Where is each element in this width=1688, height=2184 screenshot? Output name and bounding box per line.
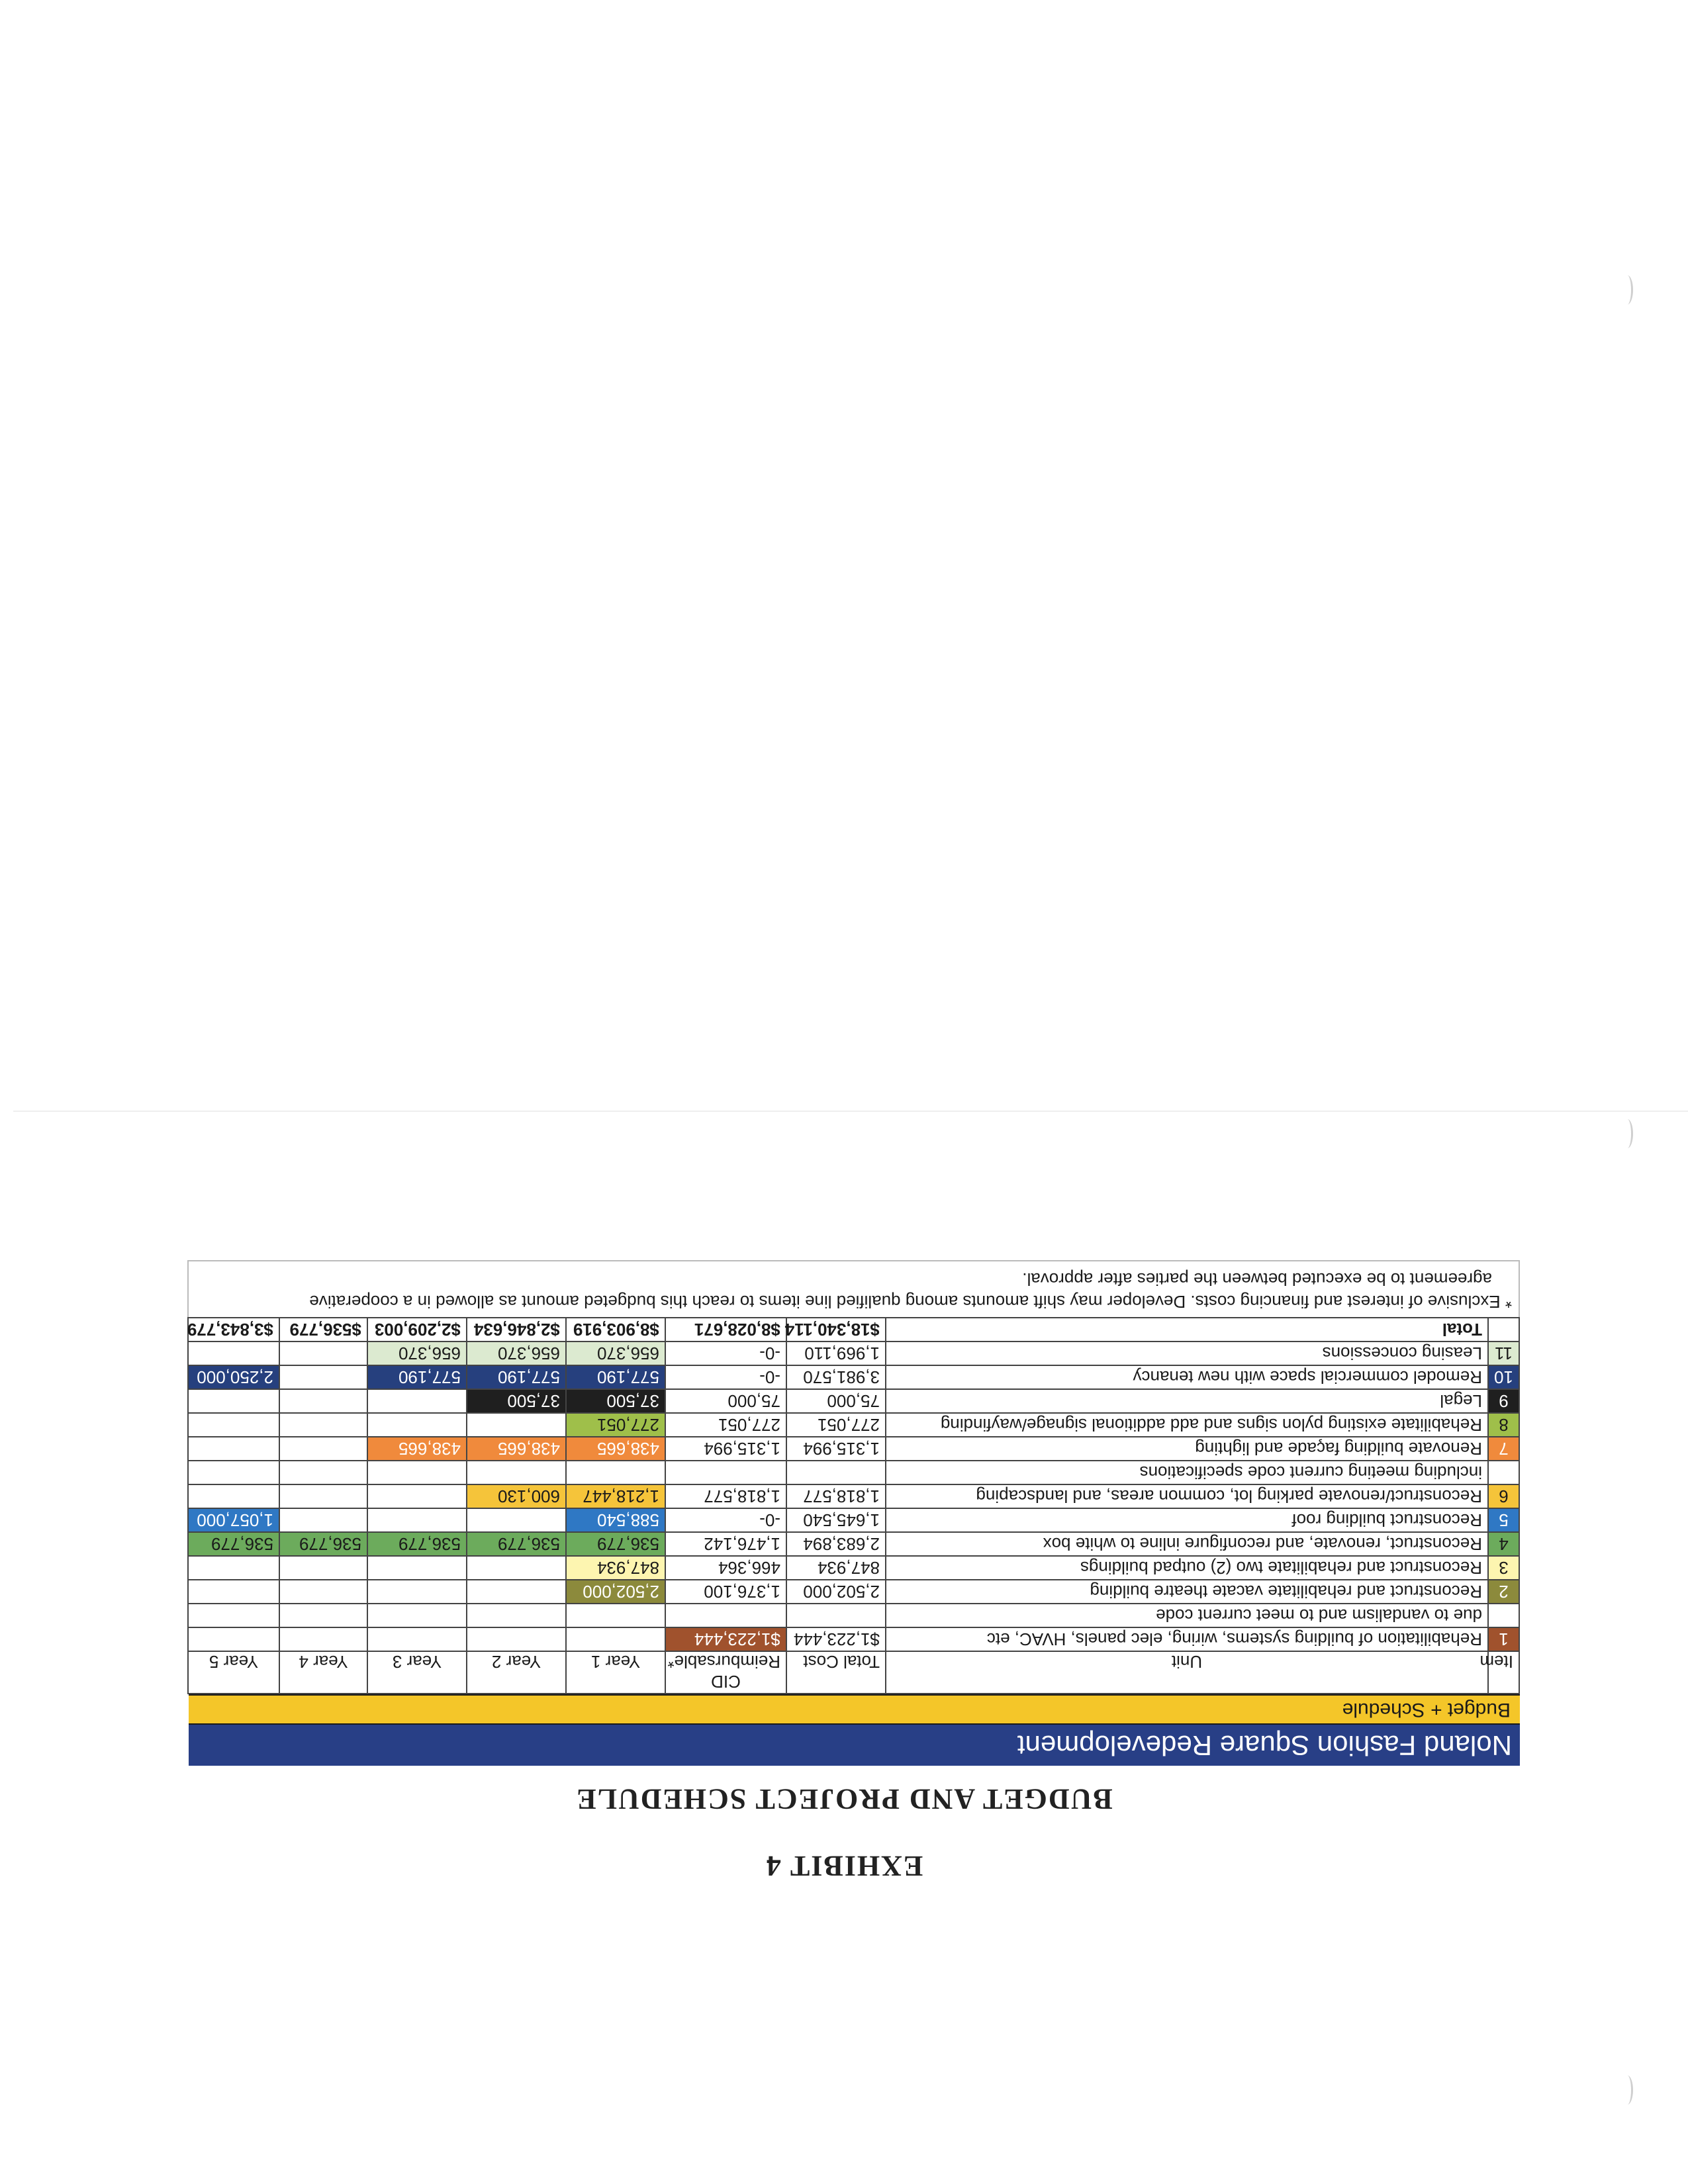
total-cid: $8,028,671 bbox=[665, 1318, 786, 1342]
row-item-number: 2 bbox=[1488, 1580, 1519, 1604]
row-year2: 37,500 bbox=[467, 1389, 566, 1413]
table-header-row bbox=[188, 1651, 1519, 1694]
row-year4 bbox=[279, 1580, 367, 1604]
exhibit-subtitle: BUDGET AND PROJECT SCHEDULE bbox=[575, 1783, 1113, 1815]
total-year1: $8,903,919 bbox=[566, 1318, 665, 1342]
row-cid-reimbursable: 1,315,994 bbox=[665, 1437, 786, 1461]
table-row bbox=[188, 1532, 1519, 1556]
row-year2: 656,370 bbox=[467, 1342, 566, 1365]
row-unit: Rehabilitate existing pylon signs and add additional signage/wayfinding bbox=[886, 1413, 1488, 1437]
row-year5 bbox=[188, 1556, 279, 1580]
row-year3: 536,779 bbox=[367, 1532, 467, 1556]
row-year4 bbox=[279, 1437, 367, 1461]
row-total-cost: 2,502,000 bbox=[786, 1580, 886, 1604]
row-year3: 656,370 bbox=[367, 1342, 467, 1365]
row-cid-reimbursable: 75,000 bbox=[665, 1389, 786, 1413]
row-year2: 577,190 bbox=[467, 1365, 566, 1389]
row-total-cost bbox=[786, 1604, 886, 1627]
row-item-number: 11 bbox=[1488, 1342, 1519, 1365]
table-row bbox=[188, 1437, 1519, 1461]
row-year4 bbox=[279, 1604, 367, 1627]
row-year5 bbox=[188, 1413, 279, 1437]
row-year5 bbox=[188, 1342, 279, 1365]
row-item-number: 10 bbox=[1488, 1365, 1519, 1389]
row-total-cost: 847,934 bbox=[786, 1556, 886, 1580]
row-year5 bbox=[188, 1389, 279, 1413]
row-total-cost bbox=[786, 1461, 886, 1484]
row-cid-reimbursable: 466,364 bbox=[665, 1556, 786, 1580]
header-year4: Year 4 bbox=[279, 1651, 367, 1694]
row-unit: Rehabilitation of building systems, wiring, elec panels, HVAC, etc bbox=[886, 1627, 1488, 1651]
scan-mark bbox=[1622, 2075, 1633, 2105]
row-year1: 2,502,000 bbox=[566, 1580, 665, 1604]
row-year3 bbox=[367, 1604, 467, 1627]
row-unit: Reconstruct and rehabilitate vacate theatre building bbox=[886, 1580, 1488, 1604]
row-year3 bbox=[367, 1627, 467, 1651]
row-total-cost: 277,051 bbox=[786, 1413, 886, 1437]
row-item-number bbox=[1488, 1604, 1519, 1627]
table-row bbox=[188, 1604, 1519, 1627]
row-year1: 438,665 bbox=[566, 1437, 665, 1461]
row-year1: 1,218,447 bbox=[566, 1484, 665, 1508]
subbar-title: Budget + Schedule bbox=[189, 1694, 1520, 1725]
row-year4 bbox=[279, 1389, 367, 1413]
row-year3 bbox=[367, 1484, 467, 1508]
row-total-cost: 1,818,577 bbox=[786, 1484, 886, 1508]
row-year3 bbox=[367, 1413, 467, 1437]
header-cid-top: CID bbox=[711, 1672, 741, 1692]
footnote-line-2: agreement to be executed between the parties after approval. bbox=[1022, 1269, 1492, 1289]
header-year1: Year 1 bbox=[566, 1651, 665, 1694]
row-cid-reimbursable: 1,818,577 bbox=[665, 1484, 786, 1508]
row-total-cost: 75,000 bbox=[786, 1389, 886, 1413]
row-year2: 600,130 bbox=[467, 1484, 566, 1508]
table-row bbox=[188, 1365, 1519, 1389]
table-row bbox=[188, 1580, 1519, 1604]
row-year2: 438,665 bbox=[467, 1437, 566, 1461]
row-year5 bbox=[188, 1437, 279, 1461]
table-total-row bbox=[188, 1318, 1519, 1342]
row-year3 bbox=[367, 1389, 467, 1413]
table-row bbox=[188, 1413, 1519, 1437]
total-cost-total: $18,340,114 bbox=[786, 1318, 886, 1342]
row-unit: Remodel commercial space with new tenancy bbox=[886, 1365, 1488, 1389]
total-item-cell bbox=[1488, 1318, 1519, 1342]
row-unit: Reconstruct/renovate parking lot, common areas, and landscaping bbox=[886, 1484, 1488, 1508]
row-year4 bbox=[279, 1627, 367, 1651]
row-cid-reimbursable: $1,223,444 bbox=[665, 1627, 786, 1651]
row-year5 bbox=[188, 1484, 279, 1508]
header-cid-bottom: Reimbursable* bbox=[667, 1652, 780, 1672]
row-year1: 37,500 bbox=[566, 1389, 665, 1413]
total-year4: $536,779 bbox=[279, 1318, 367, 1342]
row-unit: Reconstruct and rehabilitate two (2) outpad buildings bbox=[886, 1556, 1488, 1580]
row-year3: 438,665 bbox=[367, 1437, 467, 1461]
row-cid-reimbursable bbox=[665, 1461, 786, 1484]
row-total-cost: 1,315,994 bbox=[786, 1437, 886, 1461]
row-year1: 536,779 bbox=[566, 1532, 665, 1556]
row-item-number: 4 bbox=[1488, 1532, 1519, 1556]
row-year5: 536,779 bbox=[188, 1532, 279, 1556]
row-year4 bbox=[279, 1461, 367, 1484]
exhibit-title: EXHIBIT 4 bbox=[765, 1850, 923, 1882]
row-year4 bbox=[279, 1508, 367, 1532]
total-year2: $2,846,634 bbox=[467, 1318, 566, 1342]
row-year2 bbox=[467, 1604, 566, 1627]
row-unit: Legal bbox=[886, 1389, 1488, 1413]
table-row bbox=[188, 1342, 1519, 1365]
row-year5 bbox=[188, 1627, 279, 1651]
row-year4 bbox=[279, 1484, 367, 1508]
row-year2 bbox=[467, 1508, 566, 1532]
row-year3: 577,190 bbox=[367, 1365, 467, 1389]
row-year2 bbox=[467, 1627, 566, 1651]
row-year1 bbox=[566, 1604, 665, 1627]
budget-schedule-document bbox=[189, 1260, 1520, 1766]
row-unit: Leasing concessions bbox=[886, 1342, 1488, 1365]
table-row bbox=[188, 1461, 1519, 1484]
row-cid-reimbursable: 1,376,100 bbox=[665, 1580, 786, 1604]
row-year1: 277,051 bbox=[566, 1413, 665, 1437]
row-year2 bbox=[467, 1413, 566, 1437]
header-total-cost: Total Cost bbox=[786, 1651, 886, 1694]
header-cid-reimbursable bbox=[665, 1651, 786, 1694]
banner-title: Noland Fashion Square Redevelopment bbox=[189, 1725, 1520, 1766]
row-item-number: 5 bbox=[1488, 1508, 1519, 1532]
header-year5: Year 5 bbox=[188, 1651, 279, 1694]
header-item: Item bbox=[1488, 1651, 1519, 1694]
header-year3: Year 3 bbox=[367, 1651, 467, 1694]
row-year4 bbox=[279, 1342, 367, 1365]
row-year3 bbox=[367, 1580, 467, 1604]
row-year2: 536,779 bbox=[467, 1532, 566, 1556]
table-body bbox=[188, 1342, 1519, 1651]
row-year2 bbox=[467, 1580, 566, 1604]
scan-mark bbox=[1622, 1119, 1633, 1148]
header-year2: Year 2 bbox=[467, 1651, 566, 1694]
row-year1: 656,370 bbox=[566, 1342, 665, 1365]
total-year5: $3,843,779 bbox=[188, 1318, 279, 1342]
table-row bbox=[188, 1389, 1519, 1413]
row-year1: 588,540 bbox=[566, 1508, 665, 1532]
total-year3: $2,209,003 bbox=[367, 1318, 467, 1342]
table-row bbox=[188, 1556, 1519, 1580]
row-cid-reimbursable: -0- bbox=[665, 1365, 786, 1389]
row-year4: 536,779 bbox=[279, 1532, 367, 1556]
row-year5: 1,057,000 bbox=[188, 1508, 279, 1532]
row-year1 bbox=[566, 1627, 665, 1651]
row-year3 bbox=[367, 1556, 467, 1580]
row-unit: Reconstruct, renovate, and reconfigure inline to white box bbox=[886, 1532, 1488, 1556]
row-cid-reimbursable bbox=[665, 1604, 786, 1627]
row-year1: 847,934 bbox=[566, 1556, 665, 1580]
row-cid-reimbursable: 277,051 bbox=[665, 1413, 786, 1437]
row-year5 bbox=[188, 1604, 279, 1627]
total-label: Total bbox=[886, 1318, 1488, 1342]
header-unit: Unit bbox=[886, 1651, 1488, 1694]
row-year2 bbox=[467, 1461, 566, 1484]
row-total-cost: $1,223,444 bbox=[786, 1627, 886, 1651]
row-year4 bbox=[279, 1365, 367, 1389]
row-item-number bbox=[1488, 1461, 1519, 1484]
row-year4 bbox=[279, 1413, 367, 1437]
row-year2 bbox=[467, 1556, 566, 1580]
row-year3 bbox=[367, 1461, 467, 1484]
table-row bbox=[188, 1484, 1519, 1508]
row-cid-reimbursable: -0- bbox=[665, 1342, 786, 1365]
row-item-number: 8 bbox=[1488, 1413, 1519, 1437]
row-item-number: 7 bbox=[1488, 1437, 1519, 1461]
row-total-cost: 1,645,540 bbox=[786, 1508, 886, 1532]
row-item-number: 3 bbox=[1488, 1556, 1519, 1580]
footnote bbox=[187, 1260, 1520, 1317]
row-cid-reimbursable: -0- bbox=[665, 1508, 786, 1532]
row-year3 bbox=[367, 1508, 467, 1532]
row-year5 bbox=[188, 1461, 279, 1484]
budget-table bbox=[187, 1317, 1520, 1694]
row-year1 bbox=[566, 1461, 665, 1484]
row-year4 bbox=[279, 1556, 367, 1580]
row-total-cost: 2,683,894 bbox=[786, 1532, 886, 1556]
scan-fold-line bbox=[13, 1111, 1688, 1112]
row-item-number: 1 bbox=[1488, 1627, 1519, 1651]
row-cid-reimbursable: 1,476,142 bbox=[665, 1532, 786, 1556]
row-unit: due to vandalism and to meet current code bbox=[886, 1604, 1488, 1627]
row-unit: including meeting current code specifications bbox=[886, 1461, 1488, 1484]
table-row bbox=[188, 1508, 1519, 1532]
row-year5 bbox=[188, 1580, 279, 1604]
row-unit: Renovate building façade and lighting bbox=[886, 1437, 1488, 1461]
row-total-cost: 1,969,110 bbox=[786, 1342, 886, 1365]
row-total-cost: 3,981,570 bbox=[786, 1365, 886, 1389]
footnote-line-1: * Exclusive of interest and financing costs. Developer may shift amounts among qualified line items to reach this budgeted amount as allowed in a cooperative bbox=[309, 1292, 1512, 1312]
row-year5: 2,250,000 bbox=[188, 1365, 279, 1389]
table-row bbox=[188, 1627, 1519, 1651]
scan-mark bbox=[1622, 275, 1633, 304]
row-item-number: 9 bbox=[1488, 1389, 1519, 1413]
row-item-number: 6 bbox=[1488, 1484, 1519, 1508]
row-unit: Reconstruct building roof bbox=[886, 1508, 1488, 1532]
row-year1: 577,190 bbox=[566, 1365, 665, 1389]
